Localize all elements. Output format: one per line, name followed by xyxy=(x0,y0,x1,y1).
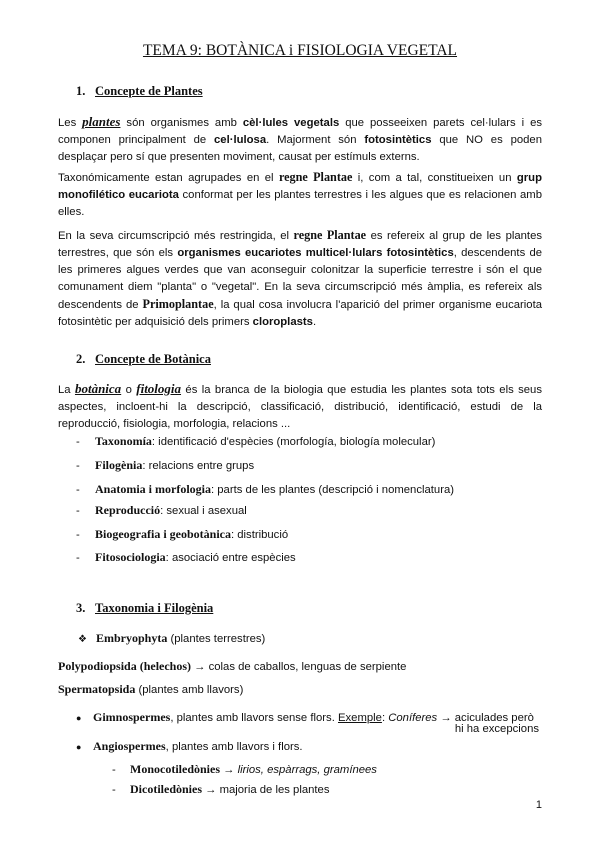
page-number: 1 xyxy=(535,799,542,811)
section-title: Concepte de Botànica xyxy=(95,352,211,366)
bullet-icon: ● xyxy=(76,713,82,723)
section-title: Taxonomia i Filogènia xyxy=(95,601,214,615)
section-2-heading xyxy=(76,352,211,367)
spermatopsida-line: Spermatopsida (plantes amb llavors) xyxy=(58,682,244,696)
angiospermes-line: ● Angiospermes, plantes amb llavors i flors. xyxy=(76,739,303,753)
term-botanica: botànica xyxy=(74,381,122,396)
paragraph-regne-plantae: En la seva circumscripció més restringida, el regne Plantae es refereix al grup de les plantes terrestres, que són els organismes eucariotes multicel·lulars fotosintètics, descendents de les primeres algues verdes que van aconseguir colonitzar la superficie terrestre i són el que comunament diem "planta" o "vegetal". En la seva circumscripció més àmplia, es refereix als descendents de Primoplantae, la qual cosa involucra l'aparició del primer organisme eucariota fotosintètic per adquisició dels primers cloroplasts. xyxy=(58,228,543,328)
bullet-icon: ● xyxy=(76,742,82,752)
term-plantes: plantes xyxy=(82,114,121,129)
monocotiledonies-line: - Monocotiledònies → lirios, espàrrags, gramínees xyxy=(112,762,377,776)
polypodiopsida-line: Polypodiopsida (helechos) → colas de caballos, lenguas de serpiente xyxy=(58,659,407,673)
section-number: 3. xyxy=(76,601,86,615)
term-fitologia: fitologia xyxy=(136,381,182,396)
list-item: - Biogeografia i geobotànica: distribució xyxy=(76,527,289,541)
list-item: - Filogènia: relacions entre grups xyxy=(76,458,255,472)
paragraph-taxonomia: Taxonómicamente estan agrupades en el regne Plantae i, com a tal, constitueixen un grup monofilético eucariota conformat per les plantes terrestres i les algues que es relacionen amb elles. xyxy=(58,170,542,218)
list-item: - Reproducció: sexual i asexual xyxy=(76,503,247,517)
page-title: TEMA 9: BOTÀNICA i FISIOLOGIA VEGETAL xyxy=(142,42,458,59)
list-item: - Anatomia i morfologia: parts de les plantes (descripció i nomenclatura) xyxy=(76,482,454,496)
paragraph-botanica: La botànica o fitologia és la branca de la biologia que estudia les plantes sota tots els seus aspectes, incloent-hi la descripció, classificació, distribució, identificació, estudi de la reproducció, fisiologia, morfologia, relacions ... xyxy=(58,381,542,430)
gimnospermes-continuation: hi ha excepcions xyxy=(454,723,539,735)
section-1-heading xyxy=(76,84,203,99)
section-3-heading xyxy=(76,601,213,616)
list-item: - Taxonomía: identificació d'espècies (morfología, biología molecular) xyxy=(76,434,436,448)
diamond-bullet-icon: ❖ xyxy=(78,634,87,645)
paragraph-plantes: Les plantes són organismes amb cèl·lules vegetals que posseeixen parets cel·lulars i es componen principalment de cel·lulosa. Majorment són fotosintètics que NO es poden desplaçar pero sí que presenten moviment, causat per estímuls externs. xyxy=(58,114,542,163)
list-item: - Fitosociologia: asociació entre espècies xyxy=(76,550,296,564)
section-title: Concepte de Plantes xyxy=(95,84,203,98)
gimnospermes-line: ● Gimnospermes, plantes amb llavors sense flors. Exemple: Coníferes → aciculades però xyxy=(76,710,534,724)
embryophyta-line: ❖ Embryophyta (plantes terrestres) xyxy=(78,631,266,645)
section-number: 1. xyxy=(76,84,86,98)
section-number: 2. xyxy=(76,352,86,366)
dicotiledonies-line: - Dicotiledònies → majoria de les plantes xyxy=(112,782,330,796)
